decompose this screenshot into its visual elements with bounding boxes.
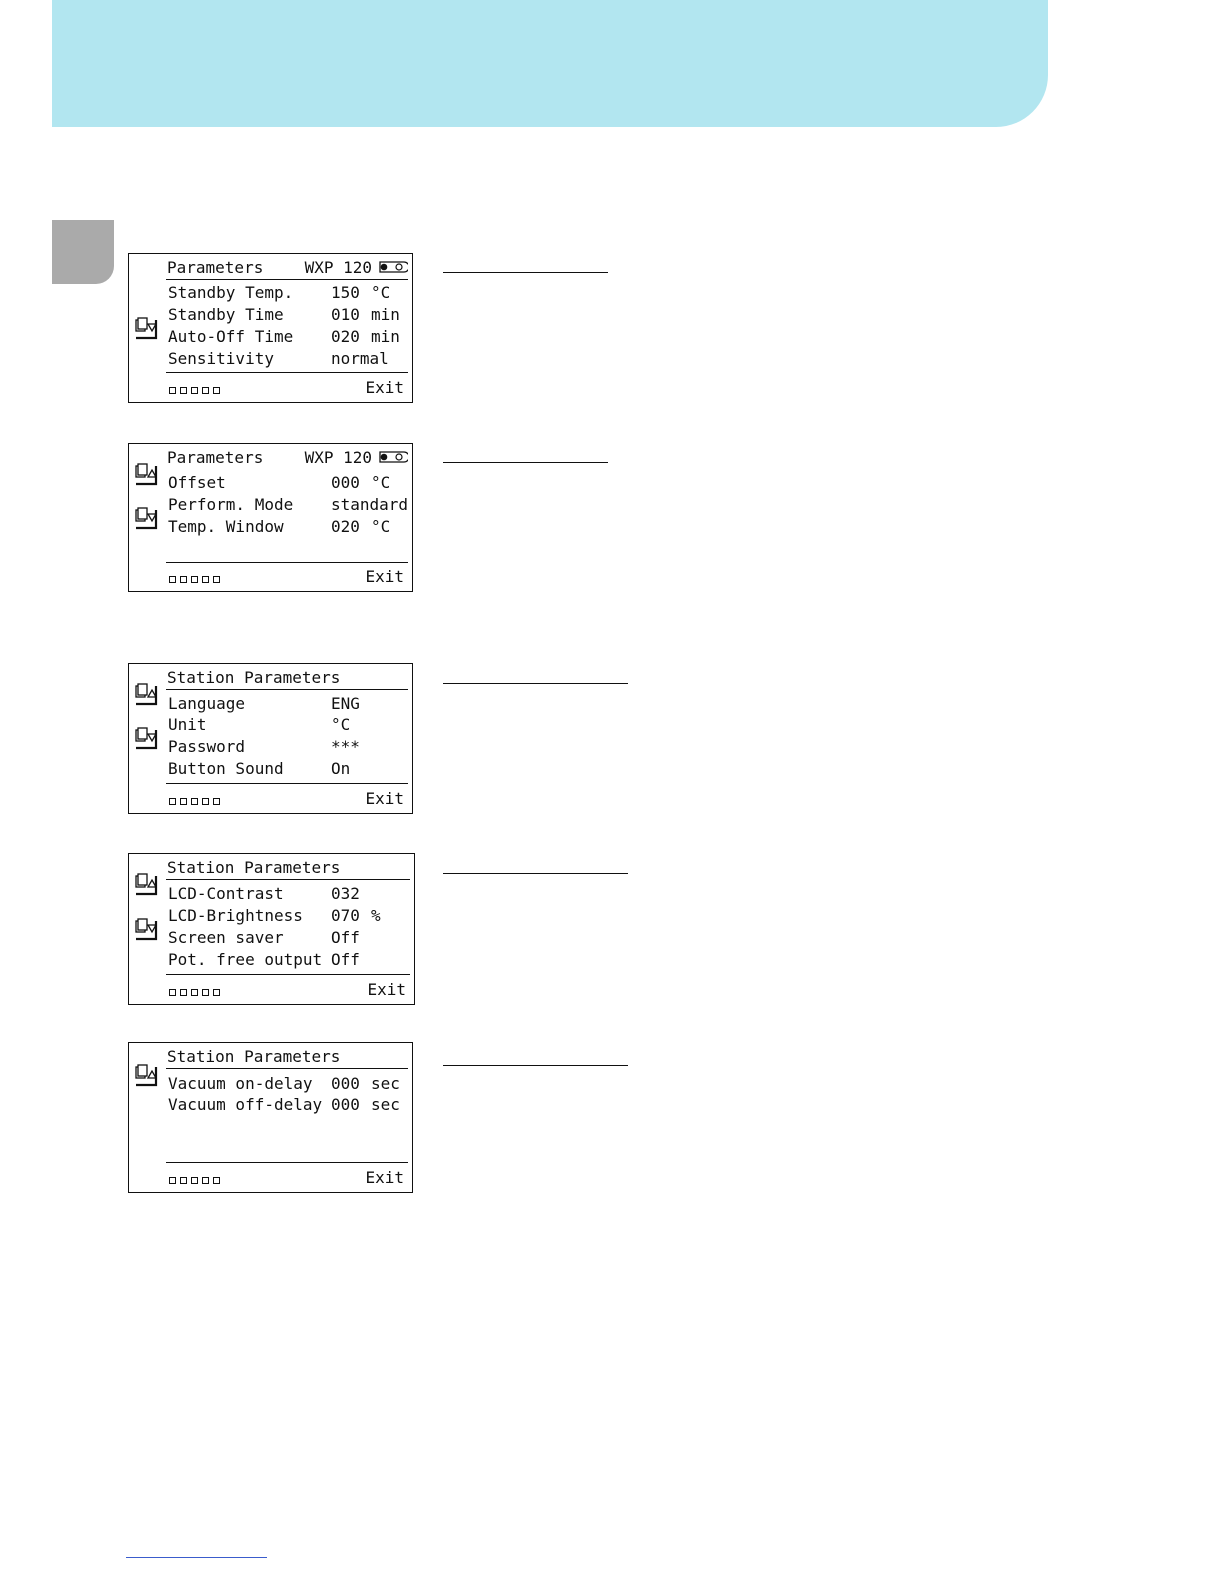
param-row[interactable]: [168, 326, 408, 348]
param-label: Standby Time: [168, 305, 284, 324]
footer-link-line[interactable]: [126, 1557, 267, 1558]
scroll-up-icon[interactable]: [134, 1063, 158, 1089]
param-value: 020: [331, 327, 360, 346]
param-row[interactable]: [168, 927, 410, 949]
scroll-up-icon[interactable]: [134, 682, 158, 708]
page-indicator: [169, 387, 220, 394]
toggle-switch-icon: [376, 451, 408, 463]
scroll-up-icon[interactable]: [134, 872, 158, 898]
param-value: 032: [331, 884, 360, 903]
param-unit: °C: [371, 283, 391, 302]
callout-line: [443, 873, 628, 874]
param-label: Temp. Window: [168, 517, 284, 536]
param-unit: min: [371, 327, 400, 346]
param-row[interactable]: [168, 758, 408, 780]
param-label: Offset: [168, 473, 226, 492]
title-divider: [166, 1068, 408, 1069]
param-row[interactable]: [168, 1094, 408, 1116]
title-divider: [166, 279, 408, 280]
page-indicator: [169, 989, 220, 996]
callout-line: [443, 1065, 628, 1066]
page-indicator: [169, 798, 220, 805]
param-label: Perform. Mode: [168, 495, 294, 514]
param-row[interactable]: [168, 348, 408, 370]
exit-button[interactable]: Exit: [365, 789, 404, 808]
lcd-screen-station-2: [128, 853, 415, 1005]
param-row[interactable]: [168, 693, 408, 715]
page-indicator: [169, 1177, 220, 1184]
scroll-up-icon[interactable]: [134, 462, 158, 488]
param-unit: sec: [371, 1074, 400, 1093]
param-label: LCD-Brightness: [168, 906, 303, 925]
screen-title: Station Parameters: [167, 668, 341, 687]
param-row[interactable]: [168, 1073, 408, 1095]
param-value: 150: [331, 283, 360, 302]
param-value: °C: [331, 715, 351, 734]
screen-title: Parameters: [167, 258, 264, 277]
page-indicator: [169, 576, 220, 583]
toggle-switch-icon: [376, 261, 408, 273]
param-row[interactable]: [168, 516, 408, 538]
param-row[interactable]: [168, 494, 408, 516]
screen-title: Station Parameters: [167, 1047, 341, 1066]
param-label: Button Sound: [168, 759, 284, 778]
param-value: 010: [331, 305, 360, 324]
param-row[interactable]: [168, 304, 408, 326]
exit-button[interactable]: Exit: [365, 1168, 404, 1187]
scroll-down-icon[interactable]: [134, 726, 158, 752]
param-label: Unit: [168, 715, 207, 734]
param-value: 000: [331, 1074, 360, 1093]
param-row[interactable]: [168, 905, 410, 927]
param-value: 020: [331, 517, 360, 536]
param-label: Screen saver: [168, 928, 284, 947]
param-label: Pot. free output: [168, 950, 323, 969]
title-divider: [166, 689, 408, 690]
param-unit: sec: [371, 1095, 400, 1114]
title-divider: [166, 879, 410, 880]
param-row[interactable]: [168, 949, 410, 971]
param-row[interactable]: [168, 472, 408, 494]
param-label: Auto-Off Time: [168, 327, 294, 346]
footer-divider: [166, 1162, 408, 1163]
scroll-down-icon[interactable]: [134, 506, 158, 532]
param-unit: °C: [371, 473, 391, 492]
footer-divider: [166, 372, 408, 373]
param-unit: °C: [371, 517, 391, 536]
scroll-down-icon[interactable]: [134, 316, 158, 342]
callout-line: [443, 683, 628, 684]
footer-divider: [166, 974, 410, 975]
device-name: WXP 120: [304, 258, 372, 277]
param-label: Vacuum off-delay: [168, 1095, 323, 1114]
callout-line: [443, 462, 608, 463]
param-value: 000: [331, 1095, 360, 1114]
lcd-screen-station-1: [128, 663, 413, 814]
param-row[interactable]: [168, 883, 410, 905]
param-value: ***: [331, 737, 360, 756]
param-label: Standby Temp.: [168, 283, 294, 302]
callout-line: [443, 272, 608, 273]
param-row[interactable]: [168, 282, 408, 304]
param-value: Off: [331, 950, 360, 969]
lcd-screen-station-3: [128, 1042, 413, 1193]
param-label: Sensitivity: [168, 349, 274, 368]
screen-title: Station Parameters: [167, 858, 341, 877]
param-row[interactable]: [168, 714, 408, 736]
param-label: LCD-Contrast: [168, 884, 284, 903]
scroll-down-icon[interactable]: [134, 917, 158, 943]
param-row[interactable]: [168, 736, 408, 758]
param-unit: %: [371, 906, 381, 925]
param-unit: min: [371, 305, 400, 324]
footer-divider: [166, 783, 408, 784]
param-value: 000: [331, 473, 360, 492]
exit-button[interactable]: Exit: [367, 980, 406, 999]
param-label: Language: [168, 694, 246, 713]
param-label: Vacuum on-delay: [168, 1074, 313, 1093]
lcd-screen-parameters-2: [128, 443, 413, 592]
chapter-tab: [52, 220, 114, 284]
param-value: ENG: [331, 694, 360, 713]
param-value: standard: [331, 495, 409, 514]
param-value: On: [331, 759, 351, 778]
exit-button[interactable]: Exit: [365, 567, 404, 586]
header-band: [52, 0, 1048, 127]
lcd-screen-parameters-1: [128, 253, 413, 403]
param-value: Off: [331, 928, 360, 947]
screen-title: Parameters: [167, 448, 264, 467]
exit-button[interactable]: Exit: [365, 378, 404, 397]
param-value: 070: [331, 906, 360, 925]
footer-divider: [166, 562, 408, 563]
device-name: WXP 120: [304, 448, 372, 467]
param-value: normal: [331, 349, 389, 368]
param-label: Password: [168, 737, 246, 756]
